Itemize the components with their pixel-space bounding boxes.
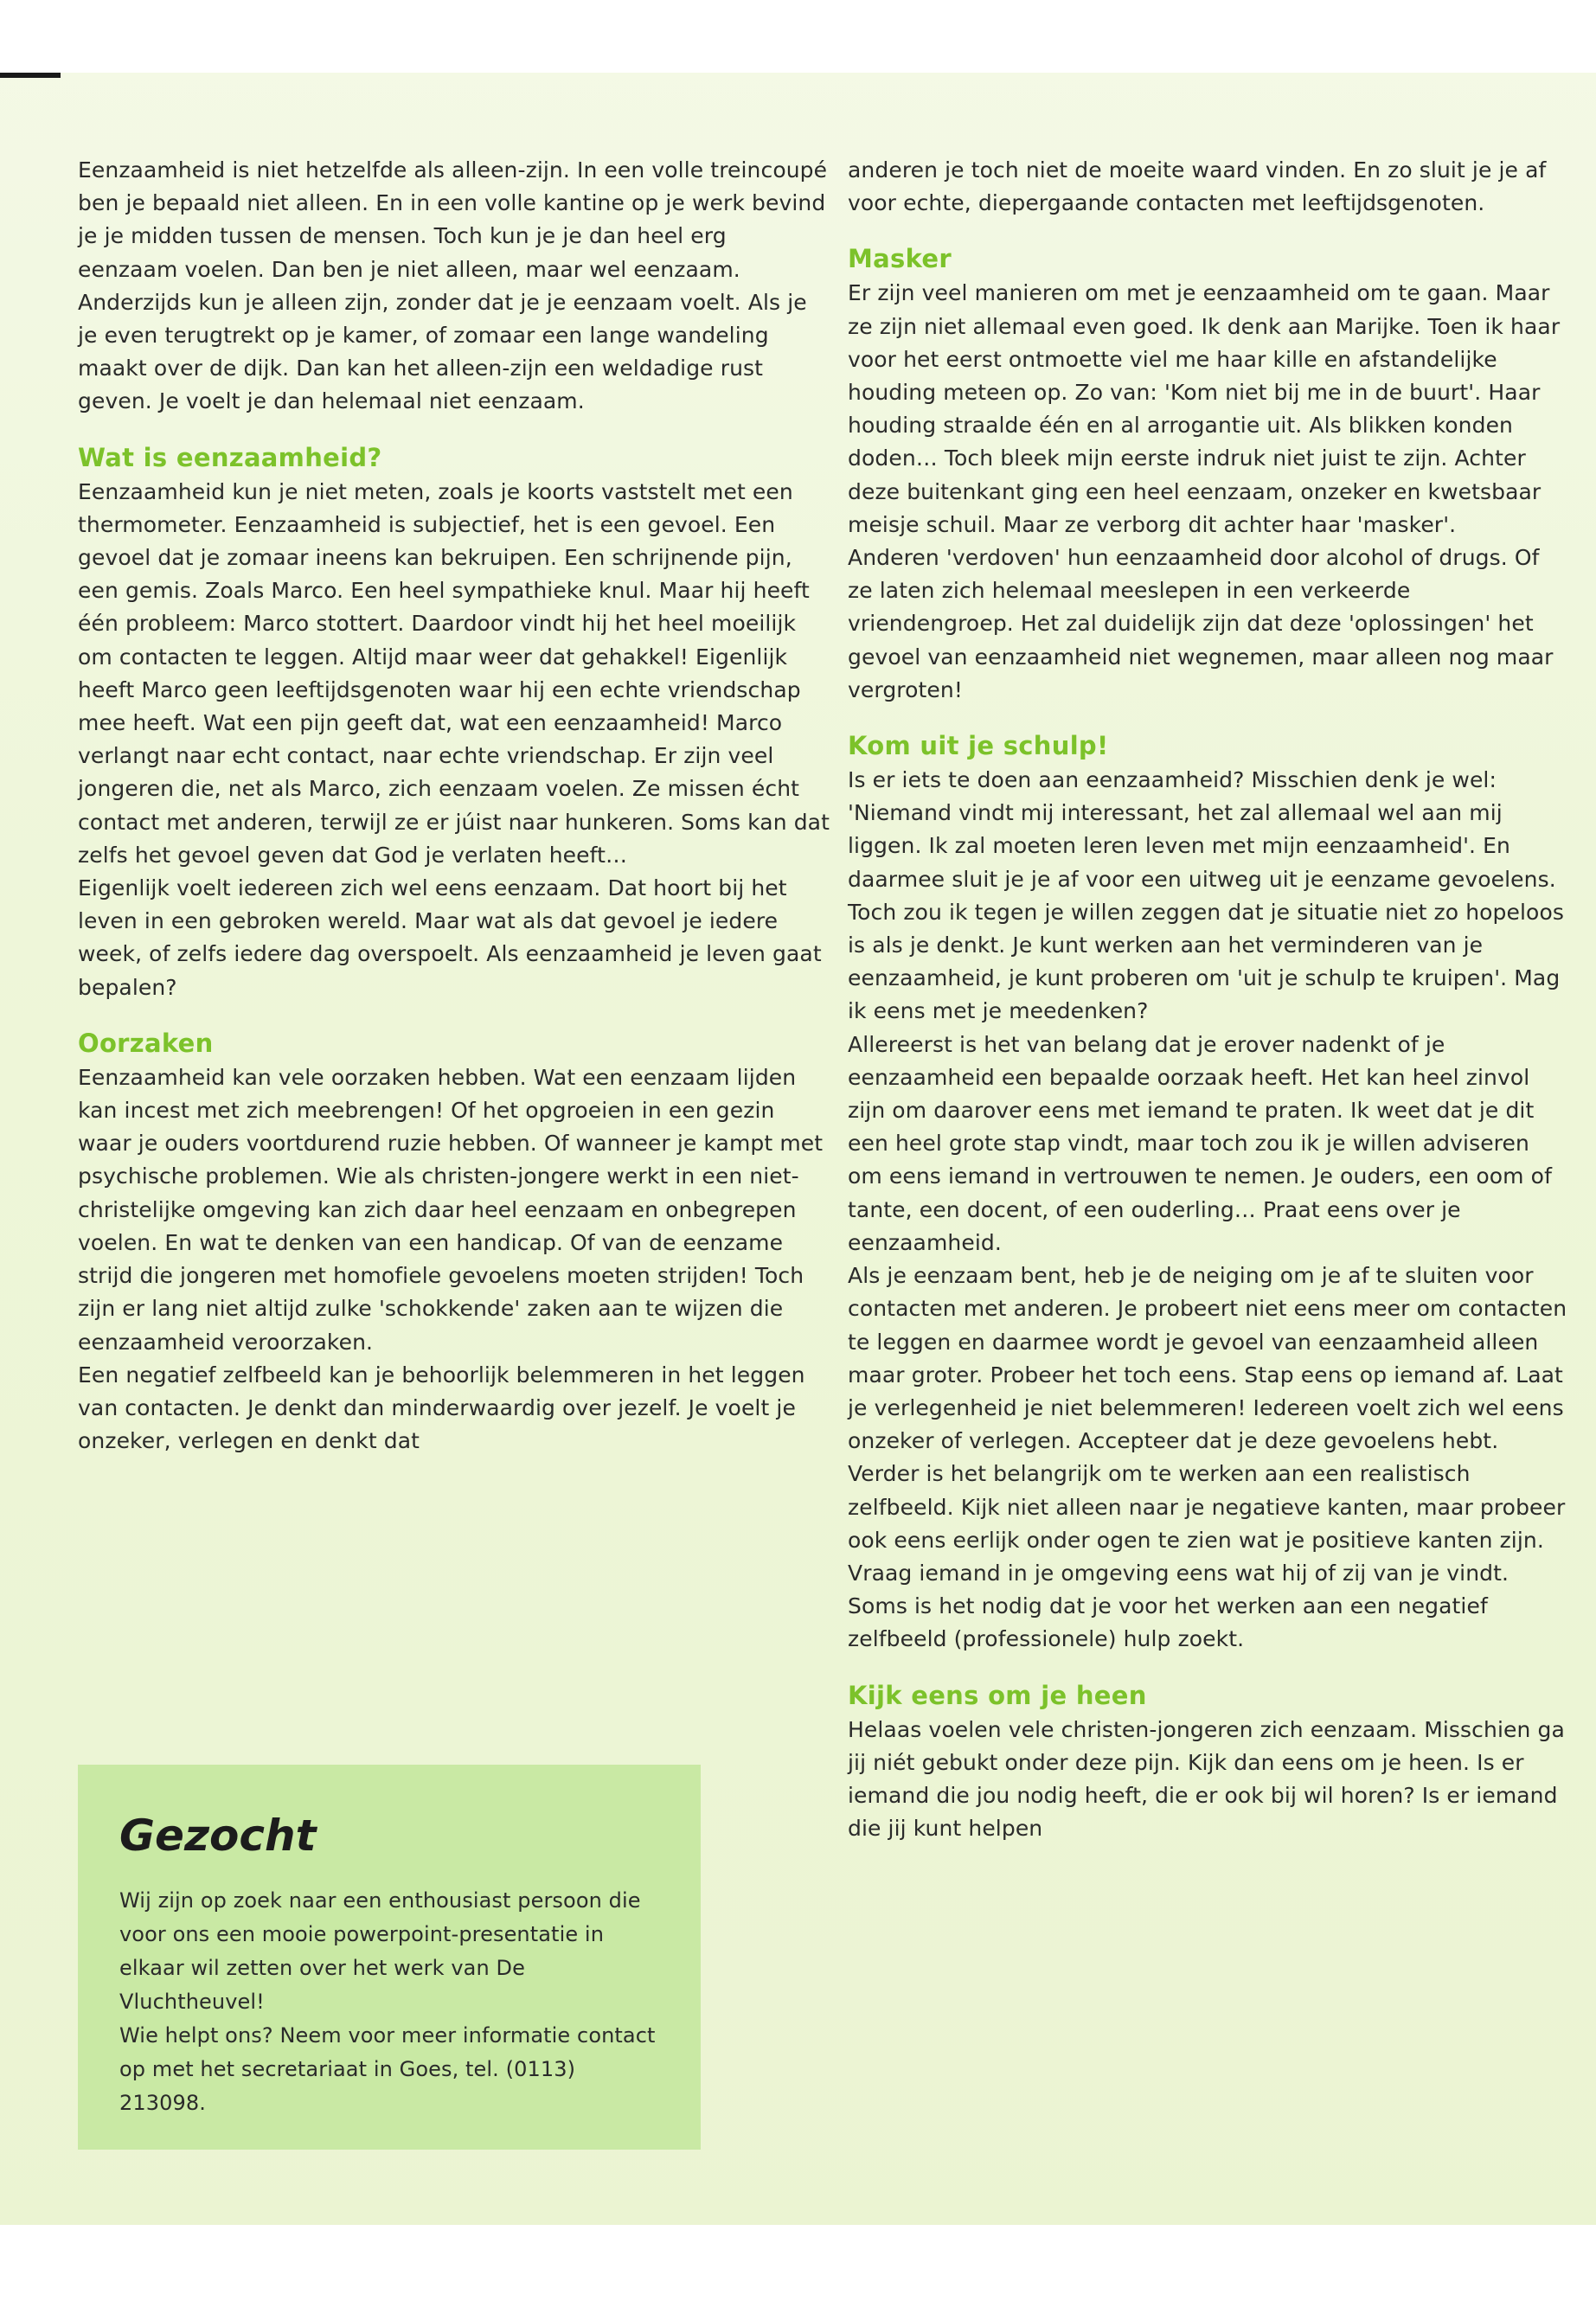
right-column <box>848 154 1570 1845</box>
body-paragraph: Verder is het belangrijk om te werken aan een realistisch zelfbeeld. Kijk niet alleen naar je negatieve kanten, maar probeer ook eens eerlijk onder ogen te zien wat je positieve kanten zijn. Vraag iemand in je omgeving eens wat hij of zij van je vindt. Soms is het nodig dat je voor het werken aan een negatief zelfbeeld (professionele) hulp zoekt. <box>848 1461 1566 1652</box>
box-text: Wij zijn op zoek naar een enthousiast persoon die voor ons een mooie powerpoint-presentatie in elkaar wil zetten over het werk van De Vluchtheuvel! <box>119 1888 641 2014</box>
body-paragraph: Er zijn veel manieren om met je eenzaamheid om te gaan. Maar ze zijn niet allemaal even goed. Ik denk aan Marijke. Toen ik haar voor het eerst ontmoette viel me haar kille en afstandelijke houding meteen op. Zo van: 'Kom niet bij me in de buurt'. Haar houding straalde één en al arrogantie uit. Als blikken konden doden… Toch bleek mijn eerste indruk niet juist te zijn. Achter deze buitenkant ging een heel eenzaam, onzeker en kwetsbaar meisje schuil. Maar ze verborg dit achter haar 'masker'. <box>848 280 1561 537</box>
body-paragraph: Eenzaamheid kun je niet meten, zoals je koorts vaststelt met een thermometer. Eenzaamheid is subjectief, het is een gevoel. Een gevoel dat je zomaar ineens kan bekruipen. Een schrijnende pijn, een gemis. Zoals Marco. Een heel sympathieke knul. Maar hij heeft één probleem: Marco stottert. Daardoor vindt hij het heel moeilijk om contacten te leggen. Altijd maar weer dat gehakkel! Eigenlijk heeft Marco geen leeftijdsgenoten waar hij een echte vriendschap mee heeft. Wat een pijn geeft dat, wat een eenzaamheid! Marco verlangt naar echt contact, naar echte vriendschap. Er zijn veel jongeren die, net als Marco, zich eenzaam voelen. Ze missen écht contact met anderen, terwijl ze er júist naar hunkeren. Soms kan dat zelfs het gevoel geven dat God je verlaten heeft… <box>78 478 830 868</box>
body-paragraph: Helaas voelen vele christen-jongeren zich eenzaam. Misschien ga jij niét gebukt onder deze pijn. Kijk dan eens om je heen. Is er iemand die jou nodig heeft, die er ook bij wil horen? Is er iemand die jij kunt helpen <box>848 1716 1565 1842</box>
scan-margin-top <box>0 0 1596 73</box>
body-paragraph: Allereerst is het van belang dat je erover nadenkt of je eenzaamheid een bepaalde oorzaak heeft. Het kan heel zinvol zijn om daarover eens met iemand te praten. Ik weet dat je dit een heel grote stap vindt, maar toch zou ik je willen adviseren om eens iemand in vertrouwen te nemen. Je ouders, een oom of tante, een docent, of een ouderling… Praat eens over je eenzaamheid. <box>848 1031 1552 1255</box>
section-heading-masker: Masker <box>848 244 952 274</box>
body-paragraph: Als je eenzaam bent, heb je de neiging om je af te sluiten voor contacten met anderen. Je probeert niet eens meer om contacten te leggen en daarmee wordt je gevoel van eenzaamheid alleen maar groter. Probeer het toch eens. Stap eens op iemand af. Laat je verlegenheid je niet belemmeren! Iedereen voelt zich wel eens onzeker of verlegen. Accepteer dat je deze gevoelens hebt. <box>848 1263 1567 1454</box>
left-column <box>78 154 830 1458</box>
scan-margin-bottom <box>0 2225 1596 2301</box>
section-heading-kom-uit-je-schulp: Kom uit je schulp! <box>848 731 1109 761</box>
intro-paragraph: Eenzaamheid is niet hetzelfde als alleen-zijn. In een volle treincoupé ben je bepaald niet alleen. En in een volle kantine op je werk bevind je je midden tussen de mensen. Toch kun je je dan heel erg eenzaam voelen. Dan ben je niet alleen, maar wel eenzaam. Anderzijds kun je alleen zijn, zonder dat je je eenzaam voelt. Als je je even terugtrekt op je kamer, of zomaar een lange wandeling maakt over de dijk. Dan kan het alleen-zijn een weldadige rust geven. Je voelt je dan helemaal niet eenzaam. <box>78 157 828 414</box>
section-heading-kijk-eens-om-je-heen: Kijk eens om je heen <box>848 1680 1147 1710</box>
body-paragraph: Is er iets te doen aan eenzaamheid? Misschien denk je wel: 'Niemand vindt mij interessant, het zal allemaal wel aan mij liggen. Ik zal moeten leren leven met mijn eenzaamheid'. En daarmee sluit je je af voor een uitweg uit je eenzame gevoelens. Toch zou ik tegen je willen zeggen dat je situatie niet zo hopeloos is als je denkt. Je kunt werken aan het verminderen van je eenzaamheid, je kunt proberen om 'uit je schulp te kruipen'. Mag ik eens met je meedenken? <box>848 767 1564 1024</box>
box-title: Gezocht <box>119 1811 317 1861</box>
body-paragraph: Een negatief zelfbeeld kan je behoorlijk belemmeren in het leggen van contacten. Je denkt dan minderwaardig over jezelf. Je voelt je onzeker, verlegen en denkt dat <box>78 1362 805 1454</box>
box-contact-text: Wie helpt ons? Neem voor meer informatie contact op met het secretariaat in Goes, tel. (0113) 213098. <box>119 2023 656 2115</box>
body-paragraph: Eenzaamheid kan vele oorzaken hebben. Wat een eenzaam lijden kan incest met zich meebrengen! Of het opgroeien in een gezin waar je ouders voortdurend ruzie hebben. Of wanneer je kampt met psychische problemen. Wie als christen-jongere werkt in een niet-christelijke omgeving kan zich daar heel eenzaam en onbegrepen voelen. En wat te denken van een handicap. Of van de eenzame strijd die jongeren met homofiele gevoelens moeten strijden! Toch zijn er lang niet altijd zulke 'schokkende' zaken aan te wijzen die eenzaamheid veroorzaken. <box>78 1064 824 1355</box>
section-heading-wat-is-eenzaamheid: Wat is eenzaamheid? <box>78 442 382 472</box>
scan-edge-mark <box>0 73 61 78</box>
continued-paragraph: anderen je toch niet de moeite waard vinden. En zo sluit je je af voor echte, diepergaande contacten met leeftijdsgenoten. <box>848 157 1547 216</box>
section-heading-oorzaken: Oorzaken <box>78 1028 214 1058</box>
body-paragraph: Eigenlijk voelt iedereen zich wel eens eenzaam. Dat hoort bij het leven in een gebroken wereld. Maar wat als dat gevoel je iedere week, of zelfs iedere dag overspoelt. Als eenzaamheid je leven gaat bepalen? <box>78 875 822 1000</box>
gezocht-box <box>78 1765 701 2150</box>
body-paragraph: Anderen 'verdoven' hun eenzaamheid door alcohol of drugs. Of ze laten zich helemaal meeslepen in een verkeerde vriendengroep. Het zal duidelijk zijn dat deze 'oplossingen' het gevoel van eenzaamheid niet wegnemen, maar alleen nog maar vergroten! <box>848 545 1554 702</box>
